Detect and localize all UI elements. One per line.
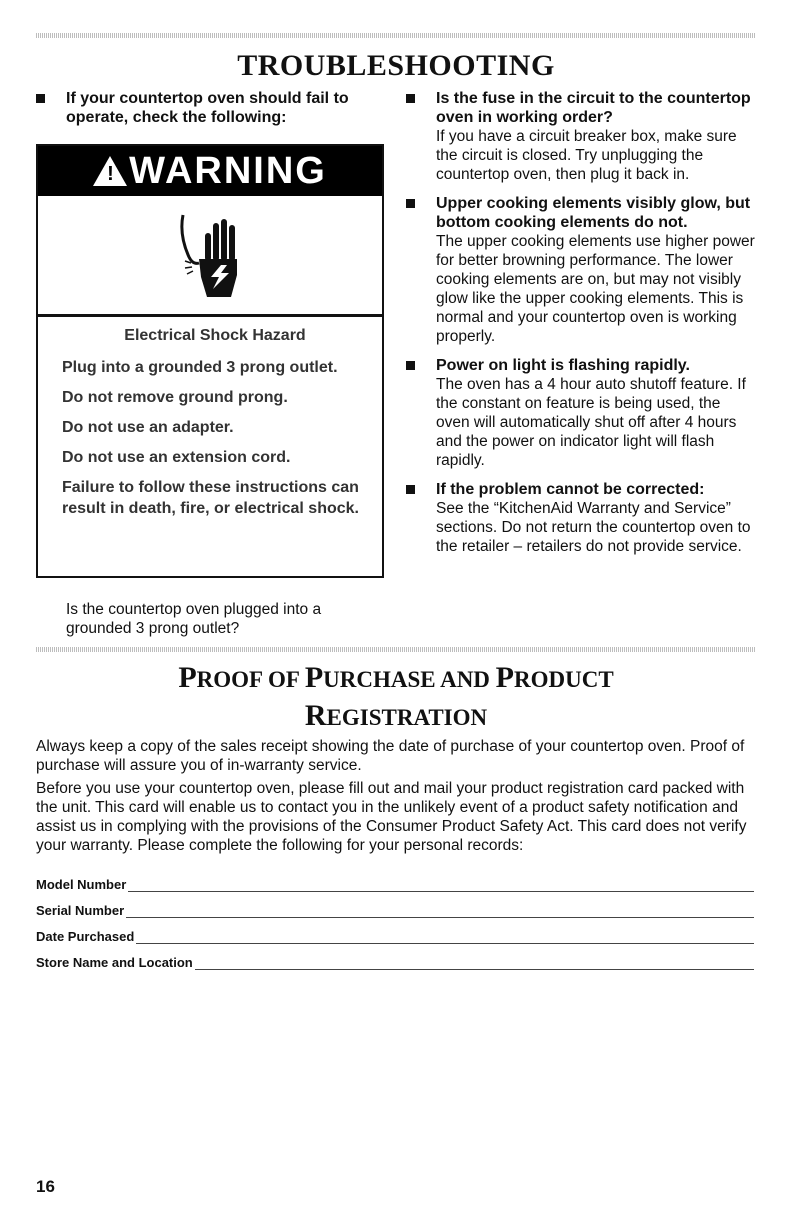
right-column: [406, 89, 756, 566]
item-text: See the “KitchenAid Warranty and Service” sections. Do not return the countertop oven to the retailer – retailers do not provide service.: [436, 500, 751, 555]
bullet-square-icon: [36, 94, 45, 103]
troubleshooting-item: [406, 89, 756, 184]
item-heading: Power on light is flashing rapidly.: [436, 357, 690, 374]
date-purchased-field[interactable]: [36, 929, 754, 944]
warning-box: [36, 144, 384, 578]
left-column: [36, 89, 386, 137]
top-divider: [36, 33, 756, 38]
bullet-square-icon: [406, 485, 415, 494]
bullet-square-icon: [406, 94, 415, 103]
warning-triangle-icon: !: [93, 156, 127, 186]
warning-hazard: Electrical Shock Hazard: [124, 327, 306, 344]
field-label: Model Number: [36, 877, 127, 892]
warning-line: Do not use an adapter.: [62, 419, 234, 436]
item-text: The oven has a 4 hour auto shutoff feature. If the constant on feature is being used, the oven will automatically shut off after 4 hours and the power on indicator light will flash rapidly.: [436, 376, 746, 469]
serial-number-field[interactable]: [36, 903, 754, 918]
proof-paragraph-1: Always keep a copy of the sales receipt showing the date of purchase of your countertop oven. Proof of purchase will assure you of in-warranty service.: [36, 738, 745, 774]
warning-body: [38, 317, 382, 519]
store-name-location-field[interactable]: [36, 955, 754, 970]
intro-bullet: [36, 89, 386, 127]
warning-header: [38, 146, 382, 196]
plug-question: Is the countertop oven plugged into a grounded 3 prong outlet?: [66, 601, 322, 637]
warning-line: Do not use an extension cord.: [62, 449, 291, 466]
troubleshooting-item: [406, 480, 756, 556]
middle-divider: [36, 647, 756, 652]
electrical-shock-icon: [165, 205, 255, 305]
model-number-field[interactable]: [36, 877, 754, 892]
troubleshooting-item: [406, 194, 756, 346]
field-label: Serial Number: [36, 903, 125, 918]
page-number: 16: [36, 1177, 55, 1196]
warning-line: Do not remove ground prong.: [62, 389, 288, 406]
bullet-square-icon: [406, 199, 415, 208]
item-heading: Upper cooking elements visibly glow, but bottom cooking elements do not.: [436, 195, 751, 231]
troubleshooting-item: [406, 356, 756, 470]
item-heading: Is the fuse in the circuit to the countertop oven in working order?: [436, 90, 751, 126]
intro-text: If your countertop oven should fail to operate, check the following:: [66, 90, 349, 126]
item-text: The upper cooking elements use higher power for better browning performance. The lower cooking elements are on, but may not visibly glow like the upper cooking elements. This is normal and your countertop oven is working properly.: [436, 233, 755, 345]
field-label: Store Name and Location: [36, 955, 193, 970]
item-heading: If the problem cannot be corrected:: [436, 481, 705, 498]
proof-of-purchase-title: PROOF OF PURCHASE AND PRODUCT REGISTRATION: [178, 661, 614, 732]
proof-paragraph-2: Before you use your countertop oven, please fill out and mail your product registration card packed with the unit. This card will enable us to contact you in the unlikely event of a product safety notification and assist us in complying with the provisions of the Consumer Product Safety Act. This card does not verify your warranty. Please complete the following for your personal records:: [36, 780, 747, 854]
warning-line: Plug into a grounded 3 prong outlet.: [62, 359, 338, 376]
warning-line: Failure to follow these instructions can result in death, fire, or electrical shock.: [62, 479, 359, 517]
warning-label: WARNING: [129, 149, 327, 192]
field-label: Date Purchased: [36, 929, 135, 944]
item-text: If you have a circuit breaker box, make sure the circuit is closed. Try unplugging the countertop oven, then plug it back in.: [436, 128, 737, 183]
troubleshooting-title: TROUBLESHOOTING: [237, 49, 555, 82]
bullet-square-icon: [406, 361, 415, 370]
